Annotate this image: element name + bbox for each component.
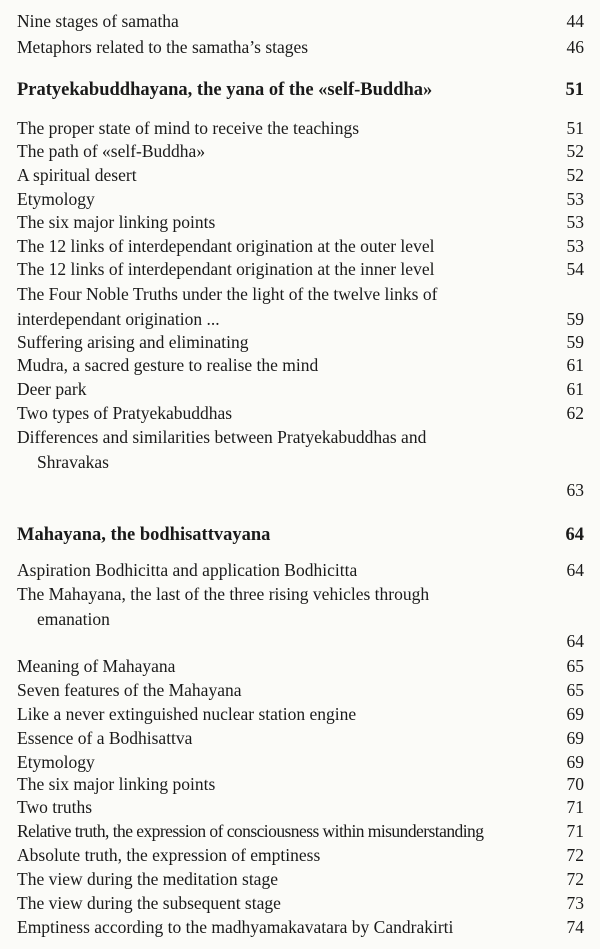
page-number: 64 (566, 560, 584, 580)
entry-title: The six major linking points (17, 774, 216, 794)
entry-title: The 12 links of interdependant origination at the outer level (17, 236, 435, 256)
page-number: 59 (566, 332, 584, 352)
entry-title: Meaning of Mahayana (17, 656, 176, 676)
entry-title: interdependant origination ... (17, 309, 220, 329)
entry-title: Emptiness according to the madhyamakavatara by Candrakirti (17, 917, 454, 937)
page-number: 44 (566, 11, 584, 31)
entry-title: Deer park (17, 379, 87, 399)
page-number: 74 (566, 917, 584, 937)
entry-title: Absolute truth, the expression of emptiness (17, 845, 321, 865)
entry-title: The six major linking points (17, 212, 216, 232)
page-number: 71 (566, 797, 584, 817)
entry-title: Mahayana, the bodhisattvayana (17, 525, 271, 545)
entry-title: Etymology (17, 752, 95, 772)
page-number: 62 (566, 403, 584, 423)
entry-title: Like a never extinguished nuclear station engine (17, 704, 357, 724)
entry-title: Pratyekabuddhayana, the yana of the «self-Buddha» (17, 80, 433, 100)
page-number: 69 (566, 752, 584, 772)
page-number: 64 (565, 525, 584, 545)
page-number: 73 (566, 893, 584, 913)
entry-title: The Mahayana, the last of the three rising vehicles through (17, 584, 430, 604)
page-number: 72 (566, 869, 584, 889)
page-number: 61 (566, 379, 584, 399)
page-number: 51 (566, 118, 584, 138)
entry-title: Mudra, a sacred gesture to realise the mind (17, 355, 319, 375)
page-number: 65 (566, 656, 584, 676)
entry-title: Metaphors related to the samatha’s stages (17, 37, 309, 57)
entry-title: Shravakas (37, 452, 109, 472)
page-number: 70 (566, 774, 584, 794)
page-number: 59 (566, 309, 584, 329)
entry-title: The view during the subsequent stage (17, 893, 281, 913)
page-number: 51 (565, 80, 584, 100)
page-number: 71 (566, 821, 584, 841)
entry-title: Two truths (17, 797, 93, 817)
entry-title: Etymology (17, 189, 95, 209)
page-number: 53 (566, 212, 584, 232)
entry-title: Essence of a Bodhisattva (17, 728, 193, 748)
entry-title: emanation (37, 609, 110, 629)
page-number: 61 (566, 355, 584, 375)
entry-title: Seven features of the Mahayana (17, 680, 242, 700)
entry-title: Differences and similarities between Pratyekabuddhas and (17, 427, 427, 447)
page-number: 69 (566, 704, 584, 724)
entry-title: Aspiration Bodhicitta and application Bodhicitta (17, 560, 358, 580)
entry-title: The 12 links of interdependant origination at the inner level (17, 259, 435, 279)
page-number: 52 (566, 165, 584, 185)
entry-title: The Four Noble Truths under the light of the twelve links of (17, 284, 438, 304)
entry-title: Nine stages of samatha (17, 11, 179, 31)
entry-title: Suffering arising and eliminating (17, 332, 249, 352)
entry-title: The path of «self-Buddha» (17, 141, 206, 161)
page-number: 69 (566, 728, 584, 748)
entry-title: The view during the meditation stage (17, 869, 278, 889)
page-number: 52 (566, 141, 584, 161)
page-number: 53 (566, 189, 584, 209)
page-number: 53 (566, 236, 584, 256)
page-number: 54 (566, 259, 584, 279)
entry-title: The proper state of mind to receive the teachings (17, 118, 360, 138)
page-number: 65 (566, 680, 584, 700)
entry-title: Relative truth, the expression of consciousness within misunderstanding (17, 821, 484, 841)
entry-title: A spiritual desert (17, 165, 137, 185)
entry-title: Two types of Pratyekabuddhas (17, 403, 233, 423)
page-number: 46 (566, 37, 584, 57)
page-number: 63 (566, 480, 584, 500)
page-number: 72 (566, 845, 584, 865)
page-number: 64 (566, 631, 584, 651)
